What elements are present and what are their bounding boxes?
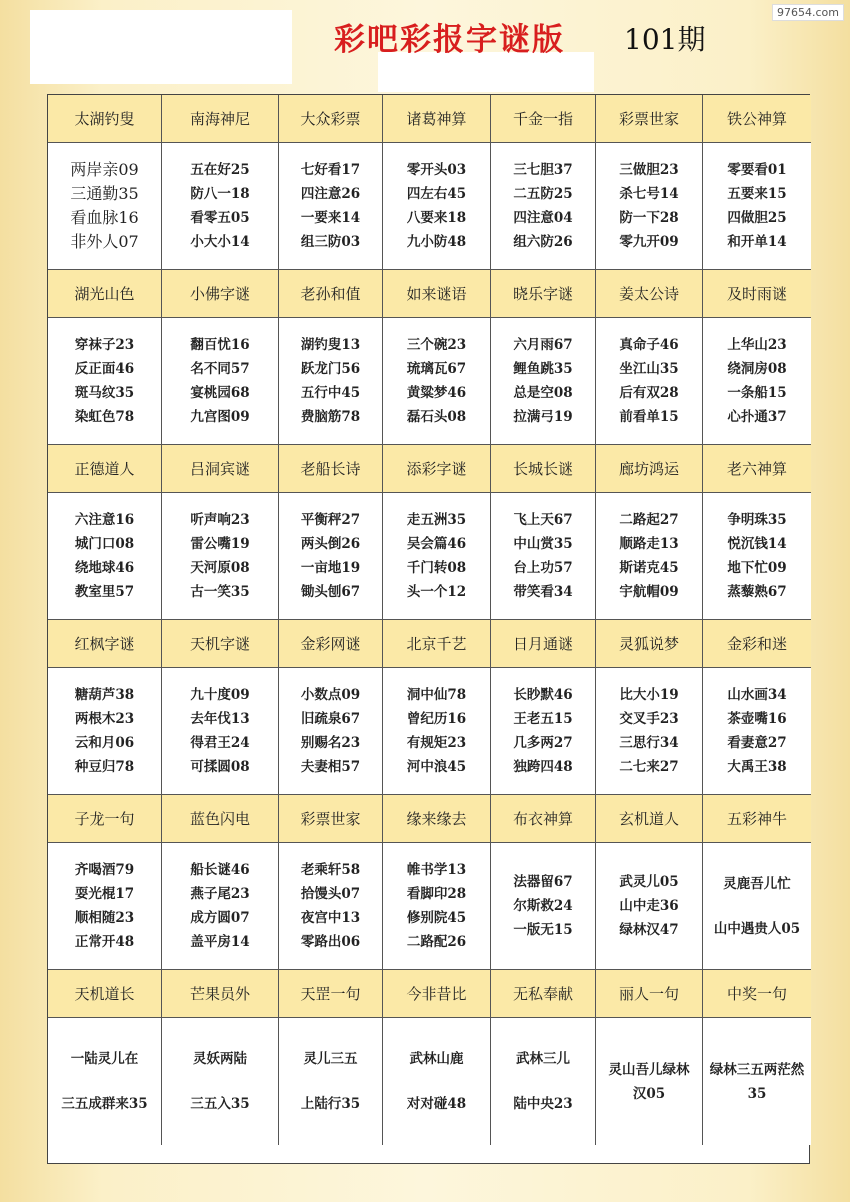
- riddle-line: 两头倒26: [300, 536, 361, 552]
- riddle-line: 对对碰48: [406, 1096, 467, 1113]
- riddle-line: 云和月06: [74, 735, 135, 751]
- page-title: 彩吧彩报字谜版: [334, 22, 565, 58]
- riddle-line: 后有双28: [619, 385, 679, 401]
- column-header: 南海神尼: [162, 95, 279, 143]
- riddle-line: 飞上天67: [513, 512, 573, 528]
- column-header: 无私奉献: [491, 970, 596, 1018]
- riddle-line: 看妻意27: [727, 735, 787, 751]
- riddle-line: 组六防26: [513, 234, 573, 250]
- riddle-cell: [162, 143, 279, 270]
- riddle-line: 宴桃园68: [190, 385, 250, 401]
- riddle-line: 组三防03: [300, 234, 361, 250]
- riddle-line: 零九开09: [619, 234, 679, 250]
- riddle-line: 拉满弓19: [513, 409, 573, 425]
- riddle-line: 去年伐13: [190, 711, 250, 727]
- riddle-line: 地下忙09: [727, 560, 787, 576]
- riddle-line: 老乘轩58: [300, 862, 361, 878]
- riddle-line: 听声响23: [190, 512, 250, 528]
- riddle-cell: [383, 143, 491, 270]
- riddle-cell: [596, 143, 703, 270]
- riddle-line: 零路出06: [300, 934, 361, 950]
- column-header: 晓乐字谜: [491, 270, 596, 318]
- riddle-line: 二五防25: [513, 186, 573, 202]
- riddle-line: 染虹色78: [74, 409, 135, 425]
- riddle-line: 前看单15: [619, 409, 679, 425]
- riddle-line: 三五成群来35: [61, 1096, 148, 1113]
- riddle-cell: [279, 318, 383, 445]
- riddle-line: 六注意16: [74, 512, 135, 528]
- blank-box-left: [30, 10, 292, 84]
- riddle-line: 洞中仙78: [406, 687, 467, 703]
- column-header: 日月通谜: [491, 620, 596, 668]
- riddle-line: 九十度09: [190, 687, 250, 703]
- riddle-line: 曾纪历16: [406, 711, 467, 727]
- column-header: 中奖一句: [703, 970, 811, 1018]
- riddle-line: 绕洞房08: [727, 361, 787, 377]
- riddle-line: 一版无15: [513, 922, 573, 938]
- riddle-line: 五要来15: [727, 186, 787, 202]
- riddle-line: 茶壶嘴16: [727, 711, 787, 727]
- riddle-line: 顺路走13: [619, 536, 679, 552]
- riddle-line: 蒸藜熟67: [727, 584, 787, 600]
- riddle-line: 绿林三五两茫然35: [709, 1061, 805, 1102]
- column-header: 长城长谜: [491, 445, 596, 493]
- riddle-line: 燕子尾23: [190, 886, 250, 902]
- column-header: 及时雨谜: [703, 270, 811, 318]
- riddle-line: 和开单14: [727, 234, 787, 250]
- column-header: 老孙和值: [279, 270, 383, 318]
- riddle-line: 鲤鱼跳35: [513, 361, 573, 377]
- riddle-line: 头一个12: [406, 584, 467, 600]
- riddle-line: 斑马纹35: [74, 385, 135, 401]
- riddle-line: 一条船15: [727, 385, 787, 401]
- riddle-cell: [383, 668, 491, 795]
- column-header: 缘来缘去: [383, 795, 491, 843]
- riddle-line: 陆中央23: [513, 1096, 573, 1113]
- riddle-cell: [279, 493, 383, 620]
- riddle-line: 正常开48: [74, 934, 135, 950]
- riddle-line: 绕地球46: [74, 560, 135, 576]
- riddle-line: 九宫图09: [190, 409, 250, 425]
- riddle-line: 修别院45: [406, 910, 467, 926]
- column-header: 湖光山色: [48, 270, 162, 318]
- riddle-line: 看血脉16: [70, 208, 139, 227]
- riddle-line: 交叉手23: [619, 711, 679, 727]
- riddle-line: 盖平房14: [190, 934, 250, 950]
- riddle-cell: [703, 143, 811, 270]
- riddle-line: 八要来18: [406, 210, 467, 226]
- riddle-cell: [491, 843, 596, 970]
- riddle-cell: [703, 493, 811, 620]
- riddle-line: 总是空08: [513, 385, 573, 401]
- column-header: 太湖钓叟: [48, 95, 162, 143]
- riddle-line: 锄头刨67: [300, 584, 361, 600]
- riddle-line: 有规矩23: [406, 735, 467, 751]
- riddle-line: 齐喝酒79: [74, 862, 135, 878]
- column-header: 姜太公诗: [596, 270, 703, 318]
- riddle-cell: [48, 143, 162, 270]
- riddle-line: 天河原08: [190, 560, 250, 576]
- column-header: 金彩和迷: [703, 620, 811, 668]
- column-header: 小佛字谜: [162, 270, 279, 318]
- column-header: 丽人一句: [596, 970, 703, 1018]
- riddle-cell: [491, 1018, 596, 1145]
- riddle-cell: [491, 143, 596, 270]
- riddle-line: 六月雨67: [513, 337, 573, 353]
- column-header: 彩票世家: [596, 95, 703, 143]
- riddle-line: 翻百忧16: [190, 337, 250, 353]
- riddle-line: 灵妖两陆: [193, 1050, 247, 1067]
- riddle-line: 七好看17: [300, 162, 361, 178]
- riddle-cell: [279, 1018, 383, 1145]
- riddle-line: 吴会篇46: [406, 536, 467, 552]
- riddle-line: 武林山鹿: [409, 1050, 464, 1067]
- riddle-cell: [48, 1018, 162, 1145]
- riddle-line: 二七来27: [619, 759, 679, 775]
- riddle-line: 灵鹿吾儿忙: [723, 875, 791, 892]
- column-header: 天罡一句: [279, 970, 383, 1018]
- riddle-line: 灵儿三五: [303, 1050, 358, 1067]
- watermark: 97654.com: [772, 4, 844, 21]
- column-header: 芒果员外: [162, 970, 279, 1018]
- riddle-line: 斯诺克45: [619, 560, 679, 576]
- riddle-line: 台上功57: [513, 560, 573, 576]
- riddle-cell: [596, 843, 703, 970]
- riddle-cell: [162, 1018, 279, 1145]
- riddle-line: 千门转08: [406, 560, 467, 576]
- riddle-cell: [48, 668, 162, 795]
- column-header: 如来谜语: [383, 270, 491, 318]
- riddle-line: 成方圆07: [190, 910, 250, 926]
- riddle-cell: [162, 493, 279, 620]
- riddle-line: 反正面46: [74, 361, 135, 377]
- riddle-line: 三做胆23: [619, 162, 679, 178]
- column-header: 子龙一句: [48, 795, 162, 843]
- riddle-line: 宇航帽09: [619, 584, 679, 600]
- riddle-table: [47, 94, 810, 1164]
- riddle-line: 看零五05: [190, 210, 250, 226]
- riddle-line: 河中浪45: [406, 759, 467, 775]
- riddle-line: 一陆灵儿在: [70, 1050, 139, 1067]
- column-header: 正德道人: [48, 445, 162, 493]
- riddle-line: 武灵儿05: [619, 874, 679, 890]
- column-header: 大众彩票: [279, 95, 383, 143]
- column-header: 天机字谜: [162, 620, 279, 668]
- riddle-cell: [491, 668, 596, 795]
- riddle-line: 九小防48: [406, 234, 467, 250]
- riddle-line: 费脑筋78: [300, 409, 361, 425]
- riddle-line: 灵山吾儿绿林汉05: [608, 1061, 690, 1102]
- column-header: 今非昔比: [383, 970, 491, 1018]
- riddle-line: 黄粱梦46: [406, 385, 467, 401]
- riddle-cell: [703, 318, 811, 445]
- column-header: 灵狐说梦: [596, 620, 703, 668]
- riddle-cell: [703, 1018, 811, 1145]
- riddle-line: 三通勤35: [70, 184, 139, 203]
- riddle-line: 城门口08: [74, 536, 135, 552]
- riddle-line: 别赐名23: [300, 735, 361, 751]
- column-header: 蓝色闪电: [162, 795, 279, 843]
- riddle-line: 三五入35: [190, 1096, 250, 1113]
- riddle-cell: [383, 1018, 491, 1145]
- riddle-cell: [162, 843, 279, 970]
- column-header: 老六神算: [703, 445, 811, 493]
- riddle-line: 二路配26: [406, 934, 467, 950]
- riddle-cell: [383, 843, 491, 970]
- riddle-line: 看脚印28: [406, 886, 467, 902]
- riddle-line: 四注意04: [513, 210, 573, 226]
- riddle-cell: [162, 318, 279, 445]
- column-header: 北京千艺: [383, 620, 491, 668]
- riddle-line: 小数点09: [300, 687, 361, 703]
- riddle-line: 防八一18: [190, 186, 250, 202]
- riddle-line: 雷公嘴19: [190, 536, 250, 552]
- riddle-line: 武林三儿: [516, 1050, 570, 1067]
- riddle-line: 得君王24: [190, 735, 250, 751]
- riddle-line: 走五洲35: [406, 512, 467, 528]
- riddle-line: 比大小19: [619, 687, 679, 703]
- riddle-line: 五在好25: [190, 162, 250, 178]
- riddle-line: 山中走36: [619, 898, 679, 914]
- riddle-line: 山中遇贵人05: [713, 920, 801, 937]
- column-header: 红枫字谜: [48, 620, 162, 668]
- riddle-line: 大禹王38: [727, 759, 787, 775]
- riddle-line: 心扑通37: [727, 409, 787, 425]
- riddle-cell: [596, 493, 703, 620]
- riddle-line: 一亩地19: [300, 560, 361, 576]
- column-header: 铁公神算: [703, 95, 811, 143]
- riddle-cell: [48, 318, 162, 445]
- riddle-line: 上华山23: [727, 337, 787, 353]
- riddle-line: 尔斯救24: [513, 898, 573, 914]
- riddle-cell: [279, 143, 383, 270]
- riddle-line: 上陆行35: [300, 1096, 361, 1113]
- issue-number: 101期: [624, 23, 706, 56]
- riddle-line: 跃龙门56: [300, 361, 361, 377]
- riddle-cell: [279, 668, 383, 795]
- riddle-line: 穿袜子23: [74, 337, 135, 353]
- riddle-line: 二路起27: [619, 512, 679, 528]
- riddle-line: 琉璃瓦67: [406, 361, 467, 377]
- column-header: 廊坊鸿运: [596, 445, 703, 493]
- riddle-line: 夫妻相57: [300, 759, 361, 775]
- column-header: 千金一指: [491, 95, 596, 143]
- riddle-line: 帷书学13: [406, 862, 467, 878]
- riddle-cell: [48, 843, 162, 970]
- riddle-line: 两岸亲09: [70, 160, 139, 179]
- riddle-cell: [491, 493, 596, 620]
- riddle-cell: [703, 668, 811, 795]
- riddle-line: 种豆归78: [74, 759, 135, 775]
- riddle-line: 耍光棍17: [74, 886, 135, 902]
- riddle-line: 五行中45: [300, 385, 361, 401]
- riddle-line: 几多两27: [513, 735, 573, 751]
- riddle-cell: [491, 318, 596, 445]
- riddle-line: 顺相随23: [74, 910, 135, 926]
- riddle-line: 船长谜46: [190, 862, 250, 878]
- riddle-cell: [596, 1018, 703, 1145]
- column-header: 添彩字谜: [383, 445, 491, 493]
- column-header: 五彩神牛: [703, 795, 811, 843]
- riddle-line: 真命子46: [619, 337, 679, 353]
- column-header: 布衣神算: [491, 795, 596, 843]
- riddle-line: 湖钓叟13: [300, 337, 361, 353]
- riddle-line: 三思行34: [619, 735, 679, 751]
- riddle-line: 独跨四48: [513, 759, 573, 775]
- riddle-cell: [383, 318, 491, 445]
- column-header: 诸葛神算: [383, 95, 491, 143]
- riddle-line: 磊石头08: [406, 409, 467, 425]
- riddle-line: 四左右45: [406, 186, 467, 202]
- column-header: 金彩网谜: [279, 620, 383, 668]
- riddle-cell: [596, 318, 703, 445]
- riddle-line: 教室里57: [74, 584, 135, 600]
- riddle-line: 零开头03: [406, 162, 467, 178]
- riddle-line: 三个碗23: [406, 337, 467, 353]
- riddle-line: 拾馒头07: [300, 886, 361, 902]
- riddle-cell: [596, 668, 703, 795]
- riddle-line: 防一下28: [619, 210, 679, 226]
- riddle-line: 可揉圆08: [190, 759, 250, 775]
- riddle-cell: [48, 493, 162, 620]
- riddle-line: 绿林汉47: [619, 922, 679, 938]
- riddle-line: 长眇默46: [513, 687, 573, 703]
- riddle-line: 带笑看34: [513, 584, 573, 600]
- riddle-line: 悦沉钱14: [727, 536, 787, 552]
- riddle-line: 名不同57: [190, 361, 250, 377]
- riddle-line: 一要来14: [300, 210, 361, 226]
- column-header: 天机道长: [48, 970, 162, 1018]
- riddle-line: 旧疏泉67: [300, 711, 361, 727]
- riddle-line: 争明珠35: [727, 512, 787, 528]
- riddle-line: 古一笑35: [190, 584, 250, 600]
- column-header: 彩票世家: [279, 795, 383, 843]
- riddle-cell: [162, 668, 279, 795]
- riddle-line: 中山赏35: [513, 536, 573, 552]
- riddle-line: 零要看01: [727, 162, 787, 178]
- riddle-line: 夜宫中13: [300, 910, 361, 926]
- column-header: 老船长诗: [279, 445, 383, 493]
- riddle-cell: [703, 843, 811, 970]
- riddle-line: 平衡秤27: [300, 512, 361, 528]
- column-header: 吕洞宾谜: [162, 445, 279, 493]
- riddle-line: 王老五15: [513, 711, 573, 727]
- column-header: 玄机道人: [596, 795, 703, 843]
- riddle-line: 非外人07: [70, 232, 139, 251]
- riddle-line: 四做胆25: [727, 210, 787, 226]
- riddle-line: 山水画34: [727, 687, 787, 703]
- riddle-line: 两根木23: [74, 711, 135, 727]
- riddle-line: 法器留67: [513, 874, 573, 890]
- riddle-line: 三七胆37: [513, 162, 573, 178]
- riddle-line: 杀七号14: [619, 186, 679, 202]
- riddle-cell: [383, 493, 491, 620]
- riddle-line: 坐江山35: [619, 361, 679, 377]
- riddle-line: 糖葫芦38: [74, 687, 135, 703]
- riddle-line: 小大小14: [190, 234, 250, 250]
- riddle-cell: [279, 843, 383, 970]
- riddle-line: 四注意26: [300, 186, 361, 202]
